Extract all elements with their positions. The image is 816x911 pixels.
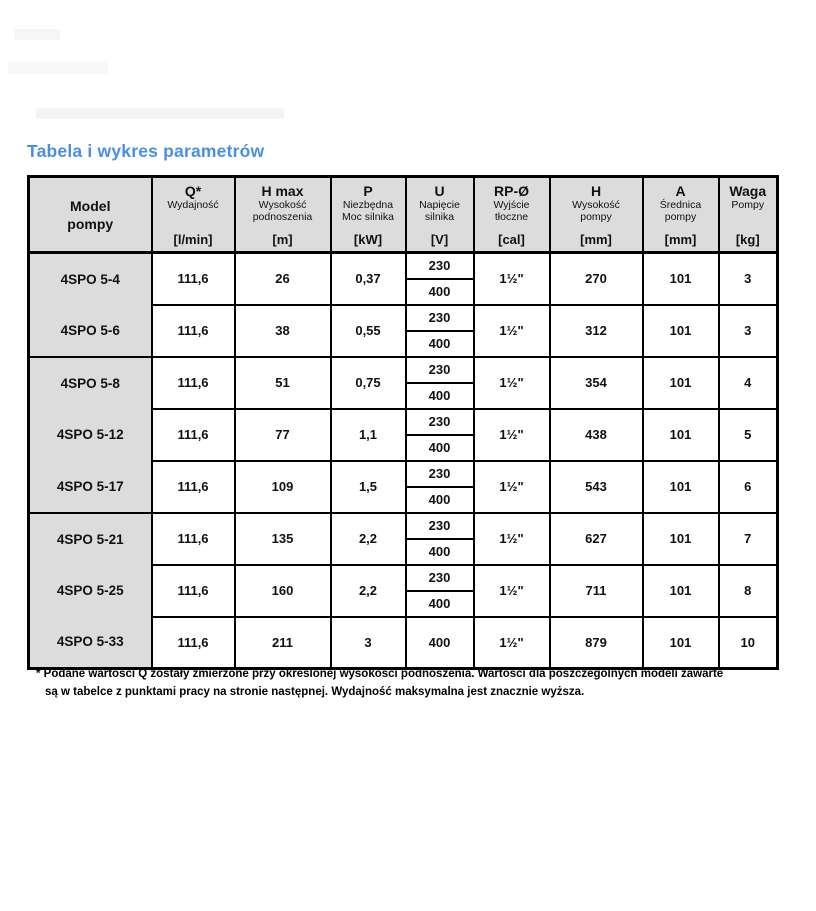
cell-p: 0,75 [331, 357, 406, 409]
faded-print-artifact [8, 61, 108, 74]
cell-waga: 6 [719, 461, 778, 513]
cell-u-400: 400 [406, 279, 474, 305]
header-u [406, 177, 474, 253]
cell-waga: 7 [719, 513, 778, 565]
table-row [29, 461, 778, 487]
cell-model: 4SPO 5-12 [29, 409, 152, 461]
cell-waga: 3 [719, 253, 778, 305]
cell-h: 627 [550, 513, 643, 565]
table-row [29, 409, 778, 435]
cell-rp: 1½" [474, 461, 550, 513]
cell-waga: 10 [719, 617, 778, 669]
cell-u-400: 400 [406, 383, 474, 409]
cell-u-400: 400 [406, 539, 474, 565]
cell-rp: 1½" [474, 305, 550, 357]
cell-model: 4SPO 5-33 [29, 617, 152, 669]
cell-hmax: 160 [235, 565, 331, 617]
header-a-symbol: A [675, 183, 686, 199]
cell-waga: 3 [719, 305, 778, 357]
header-waga [719, 177, 778, 253]
cell-model: 4SPO 5-25 [29, 565, 152, 617]
cell-hmax: 26 [235, 253, 331, 305]
cell-hmax: 211 [235, 617, 331, 669]
cell-h: 879 [550, 617, 643, 669]
cell-model: 4SPO 5-4 [29, 253, 152, 305]
cell-h: 543 [550, 461, 643, 513]
cell-hmax: 77 [235, 409, 331, 461]
header-u-sub: Napięcie silnika [419, 199, 460, 224]
cell-q: 111,6 [152, 409, 235, 461]
header-p [331, 177, 406, 253]
header-p-unit: [kW] [353, 231, 383, 247]
cell-u-230: 230 [406, 305, 474, 331]
header-waga-unit: [kg] [735, 231, 760, 247]
header-rp-unit: [cal] [498, 231, 525, 247]
cell-u-230: 230 [406, 253, 474, 279]
cell-model: 4SPO 5-8 [29, 357, 152, 409]
cell-h: 354 [550, 357, 643, 409]
header-h-unit: [mm] [580, 231, 612, 247]
cell-h: 312 [550, 305, 643, 357]
cell-q: 111,6 [152, 305, 235, 357]
header-q-unit: [l/min] [173, 231, 213, 247]
cell-hmax: 51 [235, 357, 331, 409]
header-waga-sub: Pompy [731, 199, 765, 212]
header-rp-symbol: RP-Ø [494, 183, 529, 199]
header-rp-sub: Wyjście tłoczne [493, 199, 530, 224]
cell-q: 111,6 [152, 357, 235, 409]
header-h [550, 177, 643, 253]
cell-p: 2,2 [331, 513, 406, 565]
cell-q: 111,6 [152, 565, 235, 617]
cell-p: 1,5 [331, 461, 406, 513]
cell-p: 0,55 [331, 305, 406, 357]
faded-print-artifact [14, 29, 60, 40]
cell-rp: 1½" [474, 409, 550, 461]
cell-rp: 1½" [474, 513, 550, 565]
table-row [29, 357, 778, 383]
footnote-line-2: są w tabelce z punktami pracy na stronie następnej. Wydajność maksymalna jest znacznie wyższa. [45, 686, 585, 699]
header-a-sub: Średnica pompy [659, 199, 702, 224]
header-hmax [235, 177, 331, 253]
faded-print-artifact [36, 108, 284, 119]
cell-u-400: 400 [406, 435, 474, 461]
cell-q: 111,6 [152, 461, 235, 513]
cell-a: 101 [643, 253, 719, 305]
cell-p: 3 [331, 617, 406, 669]
header-row [29, 177, 778, 253]
header-q-symbol: Q* [184, 183, 202, 199]
cell-waga: 5 [719, 409, 778, 461]
cell-a: 101 [643, 357, 719, 409]
header-model-line2: pompy [67, 216, 114, 232]
cell-rp: 1½" [474, 565, 550, 617]
header-p-sub: Niezbędna Moc silnika [342, 199, 394, 224]
cell-p: 2,2 [331, 565, 406, 617]
table-row [29, 513, 778, 539]
cell-p: 0,37 [331, 253, 406, 305]
header-rp [474, 177, 550, 253]
footnote [36, 665, 792, 702]
cell-hmax: 109 [235, 461, 331, 513]
cell-model: 4SPO 5-21 [29, 513, 152, 565]
header-h-symbol: H [590, 183, 602, 199]
header-q-sub: Wydajność [167, 199, 219, 212]
cell-rp: 1½" [474, 253, 550, 305]
cell-u-230: 230 [406, 461, 474, 487]
cell-u-400: 400 [406, 487, 474, 513]
header-hmax-unit: [m] [272, 231, 293, 247]
header-hmax-symbol: H max [261, 183, 304, 199]
cell-model: 4SPO 5-6 [29, 305, 152, 357]
cell-u-230: 230 [406, 357, 474, 383]
cell-u-400: 400 [406, 331, 474, 357]
footnote-line-1: * Podane wartości Q zostały zmierzone przy określonej wysokości podnoszenia. Wartości dla poszczególnych modeli zawarte [36, 668, 724, 680]
cell-u-400: 400 [406, 591, 474, 617]
cell-h: 711 [550, 565, 643, 617]
cell-q: 111,6 [152, 617, 235, 669]
cell-a: 101 [643, 513, 719, 565]
cell-model: 4SPO 5-17 [29, 461, 152, 513]
header-q [152, 177, 235, 253]
cell-waga: 4 [719, 357, 778, 409]
table-row [29, 617, 778, 669]
cell-hmax: 38 [235, 305, 331, 357]
cell-q: 111,6 [152, 253, 235, 305]
cell-u-single: 400 [406, 617, 474, 669]
header-hmax-sub: Wysokość podnoszenia [252, 199, 313, 224]
header-a [643, 177, 719, 253]
parameters-table [27, 175, 779, 670]
cell-u-230: 230 [406, 409, 474, 435]
cell-a: 101 [643, 409, 719, 461]
table-row [29, 253, 778, 279]
cell-h: 438 [550, 409, 643, 461]
cell-a: 101 [643, 565, 719, 617]
cell-u-230: 230 [406, 565, 474, 591]
cell-a: 101 [643, 461, 719, 513]
cell-hmax: 135 [235, 513, 331, 565]
cell-a: 101 [643, 305, 719, 357]
table-row [29, 305, 778, 331]
cell-waga: 8 [719, 565, 778, 617]
header-p-symbol: P [363, 183, 373, 199]
cell-u-230: 230 [406, 513, 474, 539]
header-u-symbol: U [434, 183, 445, 199]
cell-a: 101 [643, 617, 719, 669]
cell-rp: 1½" [474, 357, 550, 409]
header-model [29, 177, 152, 253]
table-row [29, 565, 778, 591]
cell-rp: 1½" [474, 617, 550, 669]
header-u-unit: [V] [430, 231, 449, 247]
cell-q: 111,6 [152, 513, 235, 565]
header-waga-symbol: Waga [729, 183, 767, 199]
header-a-unit: [mm] [664, 231, 697, 247]
cell-h: 270 [550, 253, 643, 305]
header-model-line1: Model [70, 197, 111, 214]
cell-p: 1,1 [331, 409, 406, 461]
section-title: Tabela i wykres parametrów [27, 141, 265, 161]
header-h-sub: Wysokość pompy [572, 199, 620, 224]
